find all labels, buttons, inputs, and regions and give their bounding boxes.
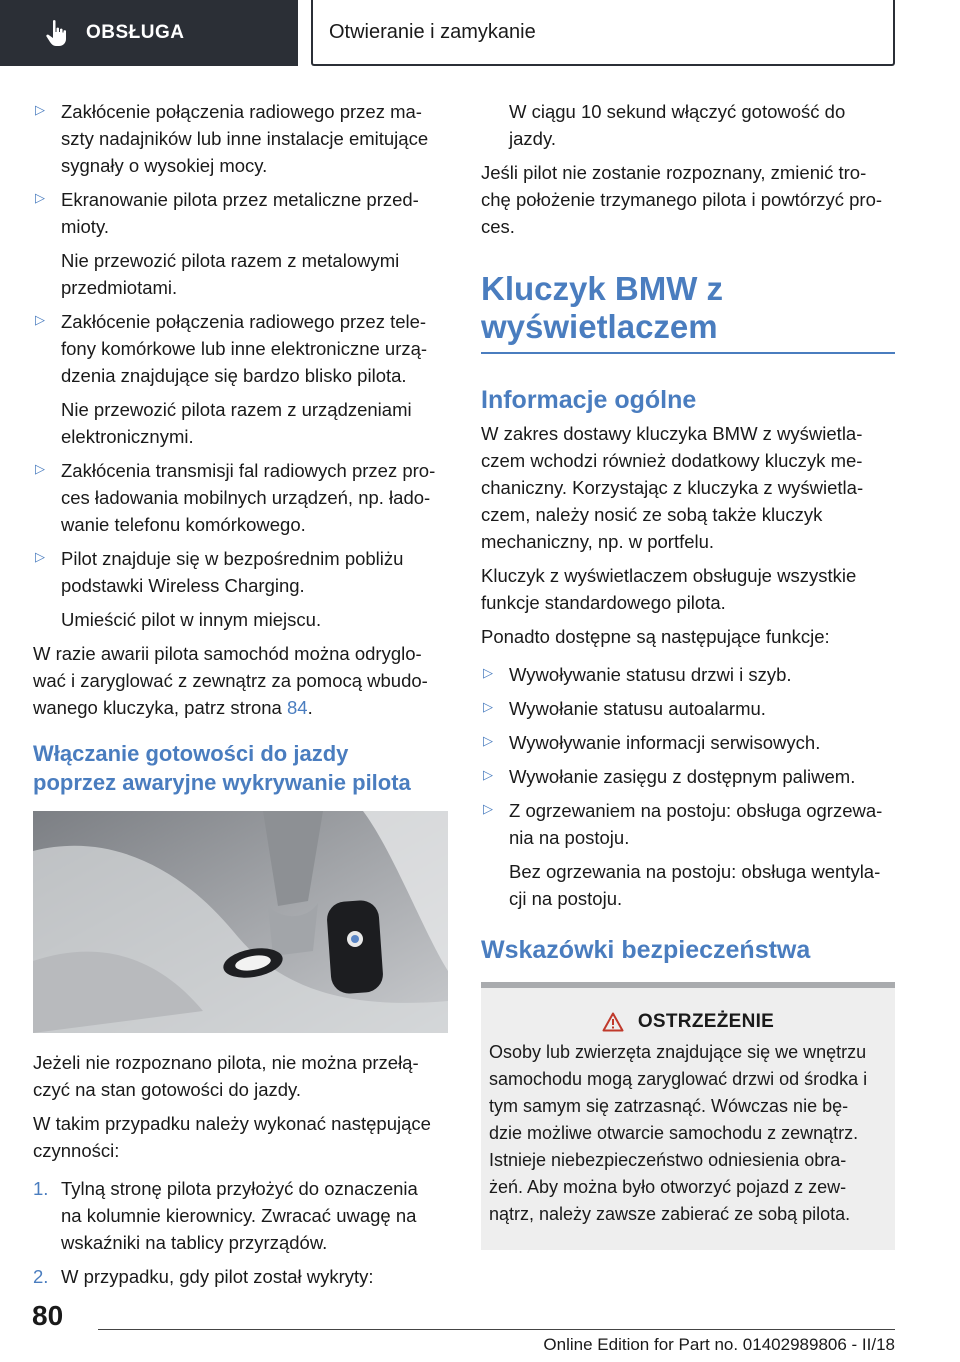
hand-pointer-icon <box>44 19 70 47</box>
section-label: OBSŁUGA <box>86 22 185 43</box>
triangle-bullet-icon: ▷ <box>483 767 493 782</box>
left-column <box>33 98 448 1297</box>
triangle-bullet-icon: ▷ <box>483 733 493 748</box>
triangle-bullet-icon: ▷ <box>35 190 45 205</box>
paragraph-not-detected: Jeżeli nie rozpoznano pilota, nie można przełą- czyć na stan gotowości do jazdy. <box>33 1052 419 1100</box>
warning-text: Osoby lub zwierzęta znajdujące się we wnętrzu samochodu mogą zaryglować drzwi od środka i tym samym się zatrzasnąć. Wówczas nie bę- dzie możliwe otwarcie samochodu z zewnątrz. Istnieje niebezpieczeństwo odniesienia obra- żeń. Aby można było otworzyć pojazd z zew- nątrz, należy zawsze zabierać ze sobą pilota. <box>489 1042 868 1224</box>
line: sygnały o wysokiej mocy. <box>61 155 268 176</box>
warning-triangle-icon <box>602 1012 624 1032</box>
line: elektronicznymi. <box>61 426 194 447</box>
footer-divider <box>98 1329 895 1330</box>
list-item: ▷ Wywołanie statusu autoalarmu. <box>483 698 766 719</box>
line: dzenia znajdujące się bardzo blisko pilota. <box>61 365 407 386</box>
section-heading-general: Informacje ogólne <box>481 386 697 414</box>
step-item: 2. W przypadku, gdy pilot został wykryty: <box>33 1263 448 1290</box>
paragraph-retry: Jeśli pilot nie zostanie rozpoznany, zmienić tro- chę położenie trzymanego pilota i powtórzyć pro- ces. <box>481 162 883 237</box>
warning-header <box>489 1008 887 1035</box>
list-item <box>33 545 448 633</box>
list-item: ▷ Wywołanie zasięgu z dostępnym paliwem. <box>483 766 856 787</box>
chapter-title-box <box>311 0 895 66</box>
list-item: ▷ Wywoływanie informacji serwisowych. <box>483 732 821 753</box>
steering-column-photo <box>33 811 448 1033</box>
paragraph-steps-intro: W takim przypadku należy wykonać następujące czynności: <box>33 1113 431 1161</box>
page-number: 80 <box>32 1300 64 1331</box>
triangle-bullet-icon: ▷ <box>35 549 45 564</box>
line: Ekranowanie pilota przez metaliczne przed- <box>61 189 419 210</box>
line: Zakłócenia transmisji fal radiowych przez pro- <box>61 460 436 481</box>
chapter-title: Otwieranie i zamykanie <box>329 20 536 43</box>
triangle-bullet-icon: ▷ <box>35 461 45 476</box>
line: Umieścić pilot w innym miejscu. <box>61 609 322 630</box>
section-tab <box>0 0 298 66</box>
triangle-bullet-icon: ▷ <box>35 312 45 327</box>
line: ces ładowania mobilnych urządzeń, np. łado- <box>61 487 431 508</box>
list-item <box>33 457 448 538</box>
line: szty nadajników lub inne instalacje emitujące <box>61 128 429 149</box>
line: Zakłócenie połączenia radiowego przez tele- <box>61 311 427 332</box>
paragraph-general-2: Kluczyk z wyświetlaczem obsługuje wszystkie funkcje standardowego pilota. <box>481 565 857 613</box>
line: Pilot znajduje się w bezpośrednim pobliżu <box>61 548 404 569</box>
line: przedmiotami. <box>61 277 178 298</box>
step-continuation: W ciągu 10 sekund włączyć gotowość do jazdy. <box>509 101 846 149</box>
list-item <box>33 308 448 450</box>
triangle-bullet-icon: ▷ <box>483 699 493 714</box>
list-item: ▷ Wywoływanie statusu drzwi i szyb. <box>483 664 792 685</box>
footer-edition: Online Edition for Part no. 01402989806 - II/18 <box>543 1335 895 1354</box>
paragraph-general-3: Ponadto dostępne są następujące funkcje: <box>481 626 830 647</box>
triangle-bullet-icon: ▷ <box>483 665 493 680</box>
triangle-bullet-icon: ▷ <box>35 102 45 117</box>
section-heading-emergency-detection: Włączanie gotowości do jazdy poprzez awaryjne wykrywanie pilota <box>33 741 411 795</box>
line: wanie telefonu komórkowego. <box>61 514 306 535</box>
triangle-bullet-icon: ▷ <box>483 801 493 816</box>
step-item: 1. Tylną stronę pilota przyłożyć do oznaczenia na kolumnie kierownicy. Zwracać uwagę na wskaźniki na tablicy przyrządów. <box>33 1175 448 1256</box>
list-item: ▷ Z ogrzewaniem na postoju: obsługa ogrzewa- nia na postoju. Bez ogrzewania na postoju: obsługa wentyla- cji na postoju. <box>483 800 883 909</box>
paragraph-emergency: W razie awarii pilota samochód można odryglo- wać i zaryglować z zewnątrz za pomocą wbudo- wanego kluczyka, patrz strona 84. <box>33 643 428 718</box>
line: Zakłócenie połączenia radiowego przez ma- <box>61 101 422 122</box>
warning-title: OSTRZEŻENIE <box>637 1011 775 1032</box>
line: Nie przewozić pilota razem z urządzeniami <box>61 399 412 420</box>
page-link[interactable]: 84 <box>287 697 308 718</box>
chapter-heading-display-key: Kluczyk BMW z wyświetlaczem <box>481 270 895 354</box>
list-item <box>33 186 448 301</box>
line: podstawki Wireless Charging. <box>61 575 305 596</box>
step-number: 1. <box>33 1178 49 1199</box>
right-column <box>481 98 895 1250</box>
step-number: 2. <box>33 1266 49 1287</box>
line: mioty. <box>61 216 109 237</box>
list-item <box>33 98 448 179</box>
paragraph-general-1: W zakres dostawy kluczyka BMW z wyświetla- czem wchodzi również dodatkowy kluczyk me- chaniczny. Korzystając z kluczyka z wyświetla- czem, należy nosić ze sobą także kluczyk mechaniczny, np. w portfelu. <box>481 423 864 552</box>
section-heading-safety: Wskazówki bezpieczeństwa <box>481 936 811 964</box>
warning-box <box>481 982 895 1250</box>
steering-column-illustration <box>33 811 448 1033</box>
line: fony komórkowe lub inne elektroniczne urzą- <box>61 338 428 359</box>
line: Nie przewozić pilota razem z metalowymi <box>61 250 400 271</box>
